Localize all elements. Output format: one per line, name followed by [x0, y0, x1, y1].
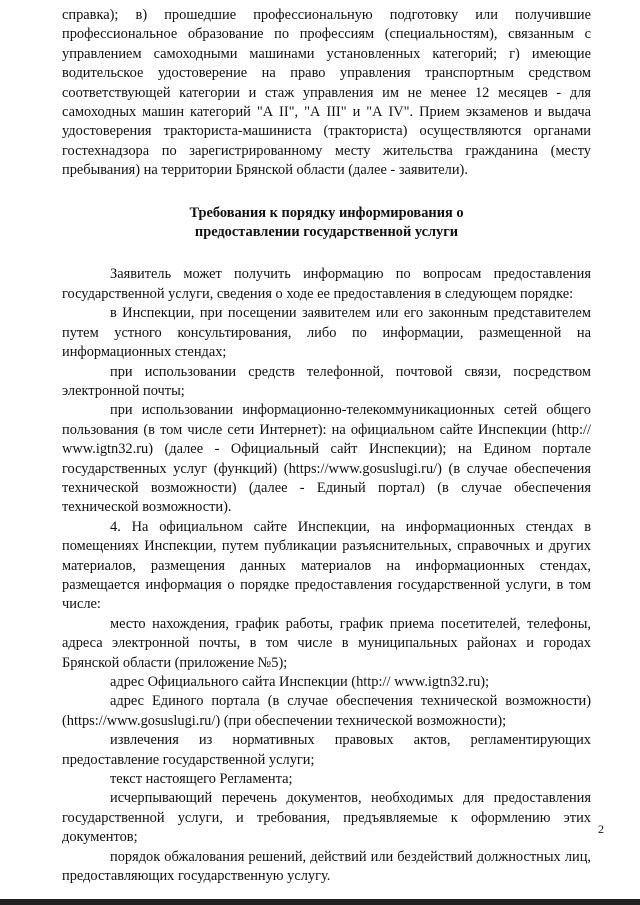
paragraph: 4. На официальном сайте Инспекции, на информационных стендах в помещениях Инспекции, путем публикации разъяснительных, справочных и других материалов, размещения данных материалов на информационных стендах, размещается информация о порядке предоставления государственной услуги, в том числе: [62, 518, 591, 613]
page-number: 2 [598, 822, 604, 836]
intro-paragraph: справка); в) прошедшие профессиональную подготовку или получившие профессиональное образование по профессиям (специальностям), связанным с управлением самоходными машинами установленных категорий; г) имеющие водительское удостоверение на право управления транспортным средством соответствующей категории и стаж управления им не менее 12 месяцев - для самоходных машин категорий "А II", "А III" и "А IV". Прием экзаменов и выдача удостоверения тракториста-машиниста (тракториста) осуществляются органами гостехнадзора по зарегистрированному месту жительства гражданина (месту пребывания) на территории Брянской области (далее - заявители). [62, 7, 591, 179]
paragraph: исчерпывающий перечень документов, необходимых для предоставления государственной услуги, и требования, предъявляемые к оформлению этих документов; [62, 790, 591, 846]
paragraph: текст настоящего Регламента; [110, 771, 293, 788]
section-heading [62, 204, 591, 243]
paragraph: Заявитель может получить информацию по вопросам предоставления государственной услуги, сведения о ходе ее предоставления в следующем порядке: [62, 266, 591, 302]
paragraph: место нахождения, график работы, график приема посетителей, телефоны, адреса электронной почты, в том числе в муниципальных районах и городах Брянской области (приложение №5); [62, 615, 591, 671]
paragraph: адрес Единого портала (в случае обеспечения технической возможности) (https://www.gosuslugi.ru/) (при обеспечении технической возможности); [62, 693, 591, 729]
paragraph: порядок обжалования решений, действий или бездействий должностных лиц, предоставляющих государственную услугу. [62, 848, 591, 885]
scan-bottom-edge [0, 899, 640, 905]
paragraph: при использовании информационно-телекоммуникационных сетей общего пользования (в том числе сети Интернет): на официальном сайте Инспекции (http:// www.igtn32.ru) (далее - Официальный сайт Инспекции); на Едином портале государственных услуг (функций) (https://www.gosuslugi.ru/) (в случае обеспечения технической возможности) (далее - Единый портал) (в случае обеспечения технической возможности). [62, 402, 591, 516]
section-heading-line2: предоставлении государственной услуги [194, 224, 459, 241]
section-heading-line1: Требования к порядку информирования о [189, 204, 464, 221]
paragraph: при использовании средств телефонной, почтовой связи, посредством электронной почты; [62, 363, 591, 399]
paragraph: в Инспекции, при посещении заявителем или его законным представителем путем устного консультирования, либо по информации, размещенной на информационных стендах; [62, 305, 591, 361]
paragraph: адрес Официального сайта Инспекции (http:// www.igtn32.ru); [110, 674, 490, 690]
paragraph: извлечения из нормативных правовых актов, регламентирующих предоставление государственной услуги; [62, 732, 591, 768]
